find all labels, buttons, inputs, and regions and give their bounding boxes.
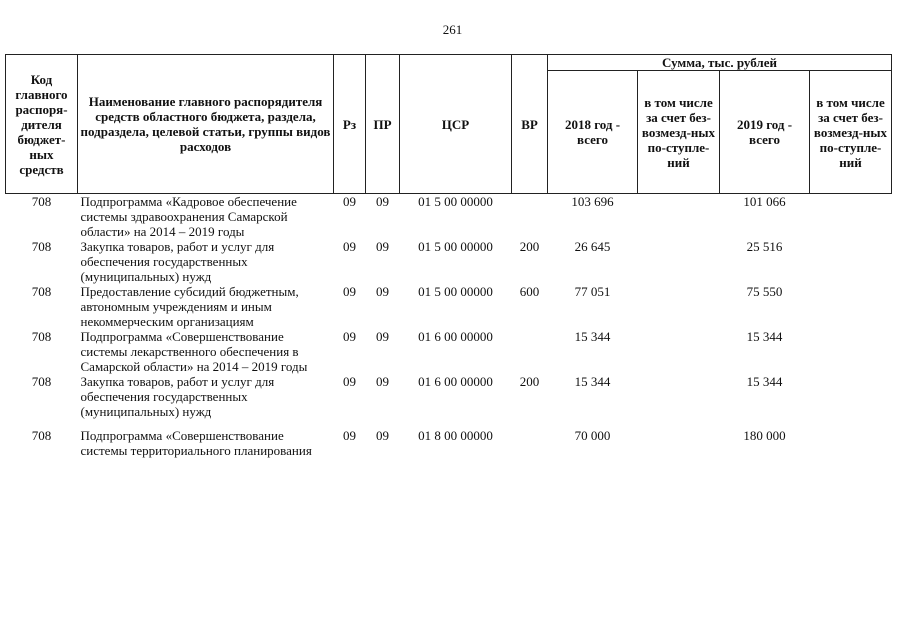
- table-row: [6, 419, 892, 458]
- cell-2018-gratis: [638, 239, 720, 284]
- header-rz: Рз: [334, 55, 366, 194]
- cell-code: 708: [31, 194, 52, 209]
- cell-2018-total: 15 344: [574, 374, 611, 389]
- cell-rz: 09: [343, 239, 356, 254]
- header-vr: ВР: [512, 55, 548, 194]
- cell-code: 708: [31, 374, 52, 389]
- cell-2019-gratis: [810, 194, 892, 240]
- cell-pr: 09: [376, 284, 389, 299]
- cell-pr: 09: [376, 374, 389, 389]
- cell-2018-gratis: [638, 329, 720, 374]
- cell-2019-total: 15 344: [746, 374, 783, 389]
- header-code: Код главного распоря-дителя бюджет-ных средств: [6, 55, 78, 194]
- cell-2018-total: 15 344: [574, 329, 611, 344]
- cell-2018-gratis: [638, 374, 720, 419]
- header-name: Наименование главного распорядителя средств областного бюджета, раздела, подраздела, целевой статьи, группы видов расходов: [78, 55, 334, 194]
- cell-vr: [512, 419, 548, 458]
- cell-2018-total: 26 645: [574, 239, 611, 254]
- cell-2019-total: 75 550: [746, 284, 783, 299]
- table-row: [6, 239, 892, 284]
- header-2019-total: 2019 год - всего: [720, 71, 810, 194]
- table-row: [6, 329, 892, 374]
- table-row: [6, 284, 892, 329]
- cell-2019-total: 15 344: [746, 329, 783, 344]
- table-row: [6, 194, 892, 240]
- page-number: 261: [442, 22, 463, 37]
- cell-name: Предоставление субсидий бюджетным, автономным учреждениям и иным некоммерческим организациям: [80, 284, 299, 329]
- cell-2018-total: 103 696: [571, 194, 614, 209]
- cell-2018-total: 70 000: [574, 428, 611, 443]
- cell-2019-total: 25 516: [746, 239, 783, 254]
- cell-vr: [512, 194, 548, 240]
- cell-pr: 09: [376, 194, 389, 209]
- cell-csr: 01 5 00 00000: [418, 239, 493, 254]
- cell-2018-gratis: [638, 419, 720, 458]
- cell-name: Подпрограмма «Совершенствование системы лекарственного обеспечения в Самарской области» на 2014 – 2019 годы: [80, 329, 308, 374]
- table-row: [6, 374, 892, 419]
- cell-name: Подпрограмма «Кадровое обеспечение системы здравоохранения Самарской области» на 2014 – 2019 годы: [80, 194, 297, 239]
- cell-2019-gratis: [810, 284, 892, 329]
- cell-rz: 09: [343, 428, 356, 443]
- cell-2018-gratis: [638, 284, 720, 329]
- cell-pr: 09: [376, 239, 389, 254]
- cell-rz: 09: [343, 194, 356, 209]
- cell-vr: 200: [519, 374, 540, 389]
- header-2018-total: 2018 год - всего: [548, 71, 638, 194]
- cell-pr: 09: [376, 329, 389, 344]
- budget-table: [5, 54, 892, 458]
- cell-code: 708: [31, 428, 52, 443]
- header-2019-gratis: в том числе за счет без-возмезд-ных по-ступле-ний: [810, 71, 892, 194]
- header-pr: ПР: [366, 55, 400, 194]
- cell-code: 708: [31, 329, 52, 344]
- cell-2019-total: 180 000: [743, 428, 786, 443]
- cell-rz: 09: [343, 374, 356, 389]
- cell-code: 708: [31, 284, 52, 299]
- header-csr: ЦСР: [400, 55, 512, 194]
- header-sum: Сумма, тыс. рублей: [548, 55, 892, 71]
- cell-name: Подпрограмма «Совершенствование системы территориального планирования: [80, 428, 312, 458]
- cell-2019-gratis: [810, 239, 892, 284]
- cell-2019-total: 101 066: [743, 194, 786, 209]
- cell-pr: 09: [376, 428, 389, 443]
- header-2018-gratis: в том числе за счет без-возмезд-ных по-ступле-ний: [638, 71, 720, 194]
- cell-vr: 200: [519, 239, 540, 254]
- cell-vr: 600: [519, 284, 540, 299]
- cell-csr: 01 5 00 00000: [418, 194, 493, 209]
- cell-2019-gratis: [810, 374, 892, 419]
- cell-name: Закупка товаров, работ и услуг для обеспечения государственных (муниципальных) нужд: [80, 239, 275, 284]
- cell-csr: 01 6 00 00000: [418, 329, 493, 344]
- cell-rz: 09: [343, 329, 356, 344]
- cell-2018-total: 77 051: [574, 284, 611, 299]
- cell-csr: 01 8 00 00000: [418, 428, 493, 443]
- cell-csr: 01 6 00 00000: [418, 374, 493, 389]
- cell-rz: 09: [343, 284, 356, 299]
- cell-code: 708: [31, 239, 52, 254]
- cell-2019-gratis: [810, 329, 892, 374]
- cell-csr: 01 5 00 00000: [418, 284, 493, 299]
- cell-name: Закупка товаров, работ и услуг для обеспечения государственных (муниципальных) нужд: [80, 374, 275, 419]
- cell-vr: [512, 329, 548, 374]
- cell-2019-gratis: [810, 419, 892, 458]
- cell-2018-gratis: [638, 194, 720, 240]
